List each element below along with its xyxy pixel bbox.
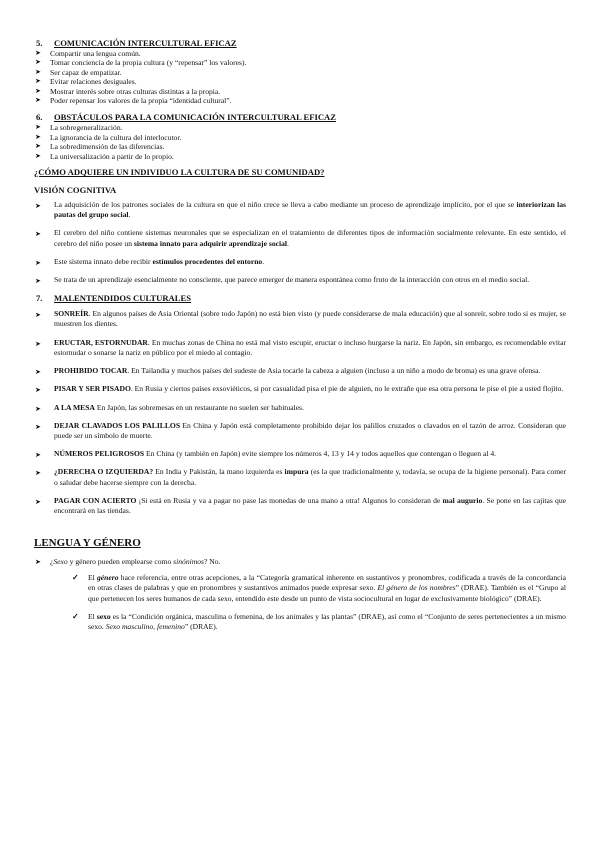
section-7-heading [36,293,566,304]
list-item: ➤ La ignorancia de la cultura del interlocutor. [35,132,182,142]
arrow-bullet-icon: ➤ [35,558,41,567]
document-page [34,38,566,640]
arrow-bullet-icon: ➤ [35,230,41,239]
section-7-title: MALENTENDIDOS CULTURALES [54,293,191,304]
list-item: ➤ A LA MESA En Japón, las sobremesas en un restaurante no suelen ser habituales. [35,402,304,413]
arrow-bullet-icon: ➤ [35,96,41,105]
arrow-bullet-icon: ➤ [35,386,41,395]
arrow-bullet-icon: ➤ [35,311,41,320]
vision-heading: VISIÓN COGNITIVA [34,185,117,196]
arrow-bullet-icon: ➤ [35,86,41,95]
list-item: ➤ PROHIBIDO TOCAR. En Tailandia y muchos países del sudeste de Asia tocarle la cabeza a alguien (incluso a un niño a modo de broma) es una grave ofensa. [35,366,541,377]
section-6-list [34,123,566,161]
list-item: ➤ La adquisición de los patrones sociales de la cultura en que el niño crece se lleva a cabo mediante un proceso de aprendizaje implícito, por el que se interiorizan las pautas del grupo social. [35,200,567,220]
arrow-bullet-icon: ➤ [35,497,41,506]
question-heading: ¿CÓMO ADQUIERE UN INDIVIDUO LA CULTURA DE SU COMUNIDAD? [34,167,325,178]
lengua-check-list [72,573,566,632]
arrow-bullet-icon: ➤ [35,258,41,267]
list-item: ➤ La sobredimensión de las diferencias. [35,142,165,152]
checkmark-icon: ✓ [72,611,79,621]
list-item: ➤ NÚMEROS PELIGROSOS En China (y también en Japón) evite siempre los números 4, 13 y 14 y todos aquellos que contengan o lleguen al 4. [35,449,497,460]
arrow-bullet-icon: ➤ [35,404,41,413]
section-5-list [34,49,566,105]
arrow-bullet-icon: ➤ [35,132,41,141]
list-item: ➤ SONREÍR. En algunos países de Asia Oriental (sobre todo Japón) no está bien visto (y puede considerarse de mala educación) que al sonreír, sobre todo si es mujer, se muestren los dientes. [35,309,566,329]
arrow-bullet-icon: ➤ [35,142,41,151]
arrow-bullet-icon: ➤ [35,339,41,348]
arrow-bullet-icon: ➤ [35,422,41,431]
list-item: ✓ El género hace referencia, entre otras acepciones, a la “Categoría gramatical inherente en sustantivos y pronombres, codificada a través de la concordancia en otras clases de palabras y que en pronombres y sustantivos animados puede expresar sexo. El género de los nombres” (DRAE). También es el “Grupo al que pertenecen los seres humanos de cada sexo, entendido este desde un punto de vista sociocultural en lugar de exclusivamente biológico” (DRAE). [72,573,567,603]
section-7-number: 7. [36,293,43,304]
list-item: ✓ El sexo es la “Condición orgánica, masculina o femenina, de los animales y las plantas” (DRAE), así como el “Conjunto de seres pertenecientes a un mismo sexo. Sexo masculino, femenino” (DRAE). [72,611,566,632]
section-6-title: OBSTÁCULOS PARA LA COMUNICACIÓN INTERCULTURAL EFICAZ [54,112,336,123]
list-item: ➤ El cerebro del niño contiene sistemas neuronales que se especializan en el tratamiento de diferentes tipos de información socialmente relevante. En este sentido, el cerebro del niño posee un sistema innato para adquirir aprendizaje social. [35,228,566,248]
section-5-number: 5. [36,38,43,48]
list-item: ➤ DEJAR CLAVADOS LOS PALILLOS En China y Japón está completamente prohibido dejar los palillos cruzados o clavados en el tazón de arroz. Consideran que puede ser un símbolo de muerte. [35,420,566,440]
arrow-bullet-icon: ➤ [35,77,41,86]
section-5-title: COMUNICACIÓN INTERCULTURAL EFICAZ [54,38,237,48]
list-item: ➤ La sobregeneralización. [35,123,123,133]
vision-list [34,200,566,285]
list-item: ➤ Evitar relaciones desiguales. [35,77,137,87]
list-item: ➤ ¿Sexo y género pueden emplearse como sinónimos? No. [35,557,221,567]
arrow-bullet-icon: ➤ [35,151,41,160]
list-item: ➤ ERUCTAR, ESTORNUDAR. En muchas zonas de China no está mal visto escupir, eructar o incluso hurgarse la nariz. En Japón, sin embargo, es recomendable evitar estornudar o sonarse la nariz en público por el miedo al contagio. [35,337,566,357]
list-item: ➤ Compartir una lengua común. [35,49,141,58]
list-item: ➤ Ser capaz de empatizar. [35,67,122,77]
section-5-heading [36,38,566,49]
arrow-bullet-icon: ➤ [35,277,41,286]
list-item: ➤ ¿DERECHA O IZQUIERDA? En India y Pakistán, la mano izquierda es impura (es la que tradicionalmente y, todavía, se ocupa de la higiene personal). Para comer o saludar debe hacerse siempre con la derecha. [35,467,566,487]
arrow-bullet-icon: ➤ [35,67,41,76]
arrow-bullet-icon: ➤ [35,202,41,211]
lengua-intro-list [34,557,566,567]
section-6-heading [36,112,566,123]
list-item: ➤ PAGAR CON ACIERTO ¡Si está en Rusia y va a pagar no pase las monedas de una mano a otra! Algunos lo consideran de mal augurio. Se pone en las cajitas que encontrará en las tiendas. [35,495,567,515]
checkmark-icon: ✓ [72,573,79,583]
arrow-bullet-icon: ➤ [35,368,41,377]
list-item: ➤ Mostrar interés sobre otras culturas distintas a la propia. [35,86,221,96]
list-item: ➤ Se trata de un aprendizaje esencialmente no consciente, que parece emerger de manera espontánea como fruto de la interacción con otros en el medio social. [35,275,530,286]
section-6-number: 6. [36,112,43,123]
list-item: ➤ Este sistema innato debe recibir estímulos procedentes del entorno. [35,256,265,267]
arrow-bullet-icon: ➤ [35,49,41,57]
arrow-bullet-icon: ➤ [35,58,41,67]
list-item: ➤ Tomar conciencia de la propia cultura (y “repensar” los valores). [35,58,247,68]
arrow-bullet-icon: ➤ [35,469,41,478]
list-item: ➤ PISAR Y SER PISADO. En Rusia y ciertos países exsoviéticos, si por casualidad pisa el pie de alguien, no le extrañe que esa otra persona le pise el pie a usted flojito. [35,384,564,395]
list-item: ➤ La universalización a partir de lo propio. [35,151,174,161]
lengua-heading: LENGUA Y GÉNERO [34,537,141,550]
section-7-list [34,309,566,516]
arrow-bullet-icon: ➤ [35,451,41,460]
arrow-bullet-icon: ➤ [35,123,41,132]
list-item: ➤ Poder repensar los valores de la propia “identidad cultural”. [35,96,232,106]
